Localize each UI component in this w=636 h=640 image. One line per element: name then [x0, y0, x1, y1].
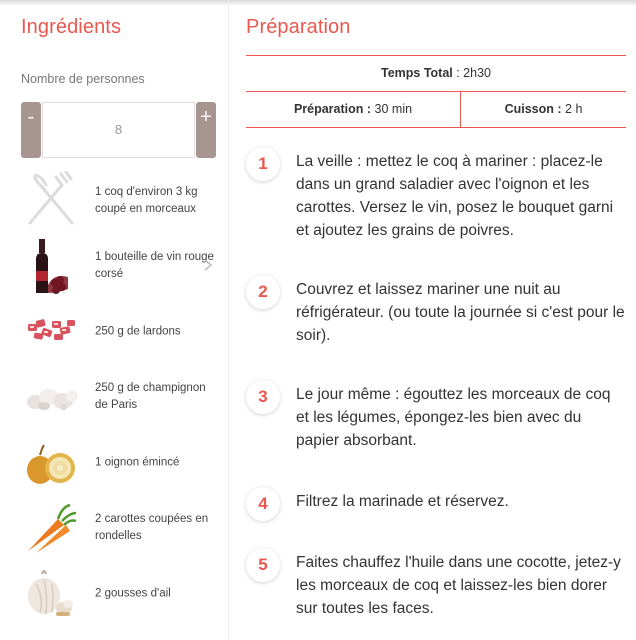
step-text: Filtrez la marinade et réservez.	[296, 493, 509, 510]
decrease-persons-button[interactable]: -	[21, 102, 41, 158]
step-number: 3	[246, 380, 280, 414]
cook-time-label: Cuisson :	[504, 102, 562, 116]
total-time-value: : 2h30	[456, 66, 491, 80]
step-text: Faites chauffez l'huile dans une cocotte, jetez-y les morceaux de coq et laissez-les bien dorer sur toutes les faces.	[296, 554, 621, 617]
step-text: Couvrez et laissez mariner une nuit au réfrigérateur. (ou toute la journée si c'est pour le soir).	[296, 281, 625, 344]
fork-knife-icon	[22, 171, 80, 229]
ingredient-text: 2 carottes coupées en rondelles	[95, 513, 209, 543]
prep-time	[246, 92, 461, 127]
ingredient-text: 1 bouteille de vin rouge corsé	[95, 251, 214, 281]
ingredient-text: 250 g de lardons	[95, 325, 181, 338]
step-number: 5	[246, 548, 280, 582]
step-text: Le jour même : égouttez les morceaux de coq et les légumes, épongez-les bien avec du papier absorbant.	[296, 386, 611, 449]
step-number: 4	[246, 487, 280, 521]
ingredient-item	[0, 496, 228, 562]
ingredient-text: 250 g de champignon de Paris	[95, 382, 206, 412]
step-number: 2	[246, 275, 280, 309]
preparation-panel	[246, 0, 626, 640]
prep-time-value: 30 min	[374, 102, 413, 116]
prep-time-label: Préparation :	[293, 102, 372, 116]
time-breakdown	[246, 92, 626, 128]
ingredient-text: 1 coq d'environ 3 kg coupé en morceaux	[95, 185, 198, 215]
time-summary	[246, 55, 626, 128]
increase-persons-button[interactable]: +	[196, 102, 216, 158]
ingredient-item	[0, 168, 228, 234]
ingredient-item	[0, 430, 228, 496]
ingredient-item[interactable]	[0, 234, 228, 300]
cook-time	[461, 92, 626, 127]
preparation-title: Préparation	[246, 16, 351, 38]
total-time	[246, 55, 626, 92]
ingredients-panel	[0, 0, 229, 640]
onion-icon	[22, 433, 80, 491]
ingredient-item	[0, 299, 228, 365]
total-time-label: Temps Total	[380, 66, 453, 80]
step-number: 1	[246, 147, 280, 181]
persons-stepper	[21, 102, 216, 158]
ingredient-text: 1 oignon émincé	[95, 456, 180, 469]
ingredient-list	[0, 168, 228, 627]
garlic-icon	[22, 564, 80, 622]
carrot-icon	[22, 499, 80, 557]
persons-count-input[interactable]: 8	[42, 102, 195, 158]
lardons-icon	[22, 302, 80, 360]
persons-label: Nombre de personnes	[21, 72, 145, 86]
wine-bottle-icon	[22, 237, 80, 295]
ingredient-item	[0, 561, 228, 627]
cook-time-value: 2 h	[565, 102, 583, 116]
ingredient-item	[0, 365, 228, 431]
ingredients-title: Ingrédients	[21, 16, 122, 38]
mushroom-icon	[22, 368, 80, 426]
step-text: La veille : mettez le coq à mariner : placez-le dans un grand saladier avec l'oignon et les carottes. Versez le vin, posez le bouquet garni et ajoutez les grains de poivres.	[296, 153, 614, 239]
ingredient-text: 2 gousses d'ail	[95, 587, 171, 600]
chevron-right-icon[interactable]	[203, 258, 213, 272]
